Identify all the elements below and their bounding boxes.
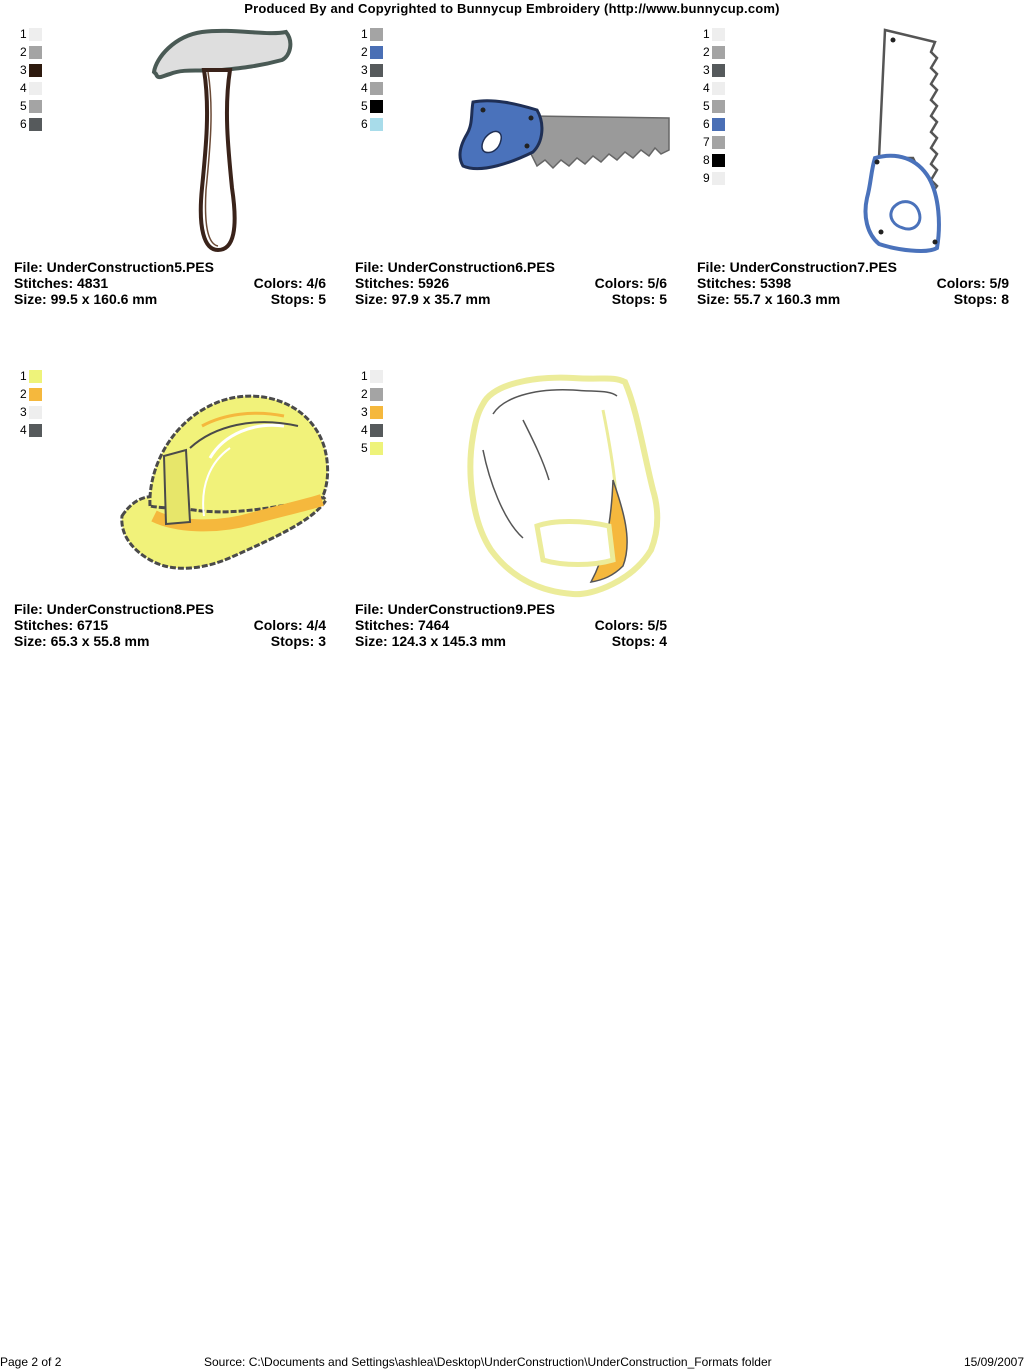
legend-entry <box>20 118 60 136</box>
design-size: Size: 65.3 x 55.8 mm <box>14 633 150 649</box>
color-swatch <box>370 370 383 383</box>
stitch-count: Stitches: 5398 <box>697 275 792 291</box>
color-swatch <box>29 406 42 419</box>
legend-entry <box>20 388 60 406</box>
legend-entry <box>361 100 401 118</box>
legend-entry <box>703 100 743 118</box>
handsaw-horizontal-icon <box>453 94 673 191</box>
legend-number: 3 <box>20 63 27 77</box>
legend-number: 4 <box>20 423 27 437</box>
design-card <box>697 28 1017 328</box>
design-info <box>697 259 1009 307</box>
color-legend <box>703 28 743 190</box>
legend-number: 6 <box>20 117 27 131</box>
color-swatch <box>370 28 383 41</box>
source-path: Source: C:\Documents and Settings\ashlea\Desktop\UnderConstruction\UnderConstruction_Formats folder <box>204 1355 772 1369</box>
legend-entry <box>703 46 743 64</box>
legend-number: 2 <box>20 45 27 59</box>
color-swatch <box>29 118 42 131</box>
color-swatch <box>29 46 42 59</box>
design-size: Size: 99.5 x 160.6 mm <box>14 291 158 307</box>
hammer-icon <box>144 28 304 261</box>
stop-count: Stops: 4 <box>611 633 667 649</box>
legend-entry <box>361 64 401 82</box>
design-info <box>14 601 326 649</box>
design-info <box>14 259 326 307</box>
color-swatch <box>370 118 383 131</box>
legend-entry <box>20 370 60 388</box>
legend-entry <box>361 82 401 100</box>
legend-number: 1 <box>20 369 27 383</box>
legend-number: 3 <box>703 63 710 77</box>
color-count: Colors: 4/4 <box>253 617 326 633</box>
legend-entry <box>361 388 401 406</box>
legend-entry <box>20 64 60 82</box>
page-header-title: Produced By and Copyrighted to Bunnycup Embroidery (http://www.bunnycup.com) <box>244 1 780 16</box>
color-swatch <box>712 82 725 95</box>
file-name: File: UnderConstruction9.PES <box>355 601 555 617</box>
legend-entry <box>703 136 743 154</box>
legend-entry <box>20 424 60 442</box>
legend-number: 2 <box>20 387 27 401</box>
legend-entry <box>703 82 743 100</box>
legend-number: 9 <box>703 171 710 185</box>
design-size: Size: 124.3 x 145.3 mm <box>355 633 506 649</box>
hard-hat-side-icon <box>114 386 330 581</box>
color-swatch <box>712 28 725 41</box>
legend-entry <box>703 28 743 46</box>
color-swatch <box>370 64 383 77</box>
color-swatch <box>712 46 725 59</box>
color-swatch <box>370 442 383 455</box>
legend-number: 1 <box>703 27 710 41</box>
legend-number: 5 <box>361 99 368 113</box>
design-size: Size: 97.9 x 35.7 mm <box>355 291 491 307</box>
design-card <box>355 370 675 670</box>
legend-number: 3 <box>20 405 27 419</box>
color-swatch <box>712 100 725 113</box>
color-swatch <box>712 118 725 131</box>
color-swatch <box>370 82 383 95</box>
legend-number: 1 <box>20 27 27 41</box>
color-swatch <box>29 28 42 41</box>
legend-number: 6 <box>703 117 710 131</box>
legend-number: 4 <box>361 423 368 437</box>
legend-number: 4 <box>361 81 368 95</box>
design-size: Size: 55.7 x 160.3 mm <box>697 291 841 307</box>
legend-number: 6 <box>361 117 368 131</box>
color-legend <box>20 370 60 442</box>
legend-entry <box>361 46 401 64</box>
stitch-count: Stitches: 4831 <box>14 275 109 291</box>
color-swatch <box>29 64 42 77</box>
color-count: Colors: 5/9 <box>936 275 1009 291</box>
color-swatch <box>29 82 42 95</box>
legend-entry <box>703 154 743 172</box>
design-card <box>14 28 334 328</box>
color-swatch <box>370 406 383 419</box>
legend-number: 1 <box>361 27 368 41</box>
legend-entry <box>20 46 60 64</box>
file-name: File: UnderConstruction6.PES <box>355 259 555 275</box>
legend-number: 7 <box>703 135 710 149</box>
legend-entry <box>20 406 60 424</box>
legend-entry <box>703 64 743 82</box>
legend-number: 1 <box>361 369 368 383</box>
legend-entry <box>20 82 60 100</box>
color-legend <box>361 28 401 136</box>
file-name: File: UnderConstruction7.PES <box>697 259 897 275</box>
legend-number: 5 <box>20 99 27 113</box>
color-swatch <box>370 100 383 113</box>
legend-entry <box>361 118 401 136</box>
color-legend <box>361 370 401 460</box>
stop-count: Stops: 5 <box>611 291 667 307</box>
stop-count: Stops: 3 <box>270 633 326 649</box>
color-swatch <box>29 100 42 113</box>
legend-number: 8 <box>703 153 710 167</box>
legend-number: 5 <box>703 99 710 113</box>
legend-entry <box>361 424 401 442</box>
design-card <box>355 28 675 328</box>
design-card <box>14 370 334 670</box>
legend-entry <box>703 172 743 190</box>
stitch-count: Stitches: 6715 <box>14 617 109 633</box>
legend-number: 3 <box>361 63 368 77</box>
color-legend <box>20 28 60 136</box>
color-swatch <box>370 388 383 401</box>
color-swatch <box>712 64 725 77</box>
legend-entry <box>20 28 60 46</box>
color-swatch <box>29 370 42 383</box>
design-info <box>355 601 667 649</box>
legend-entry <box>361 406 401 424</box>
legend-entry <box>361 28 401 46</box>
file-name: File: UnderConstruction8.PES <box>14 601 214 617</box>
color-count: Colors: 5/6 <box>594 275 667 291</box>
legend-number: 2 <box>361 387 368 401</box>
legend-number: 4 <box>20 81 27 95</box>
print-date: 15/09/2007 <box>963 1355 1024 1369</box>
color-swatch <box>712 136 725 149</box>
handsaw-vertical-icon <box>857 28 957 261</box>
stop-count: Stops: 8 <box>953 291 1009 307</box>
color-swatch <box>29 424 42 437</box>
legend-entry <box>361 442 401 460</box>
file-name: File: UnderConstruction5.PES <box>14 259 214 275</box>
color-count: Colors: 4/6 <box>253 275 326 291</box>
color-swatch <box>712 154 725 167</box>
color-swatch <box>29 388 42 401</box>
design-info <box>355 259 667 307</box>
color-swatch <box>370 424 383 437</box>
color-swatch <box>712 172 725 185</box>
legend-entry <box>20 100 60 118</box>
hard-hat-outline-icon <box>463 370 663 603</box>
stop-count: Stops: 5 <box>270 291 326 307</box>
color-swatch <box>370 46 383 59</box>
legend-number: 2 <box>361 45 368 59</box>
legend-number: 4 <box>703 81 710 95</box>
legend-number: 3 <box>361 405 368 419</box>
legend-number: 5 <box>361 441 368 455</box>
legend-entry <box>703 118 743 136</box>
legend-number: 2 <box>703 45 710 59</box>
page-number: Page 2 of 2 <box>0 1355 62 1369</box>
stitch-count: Stitches: 7464 <box>355 617 450 633</box>
stitch-count: Stitches: 5926 <box>355 275 450 291</box>
legend-entry <box>361 370 401 388</box>
color-count: Colors: 5/5 <box>594 617 667 633</box>
